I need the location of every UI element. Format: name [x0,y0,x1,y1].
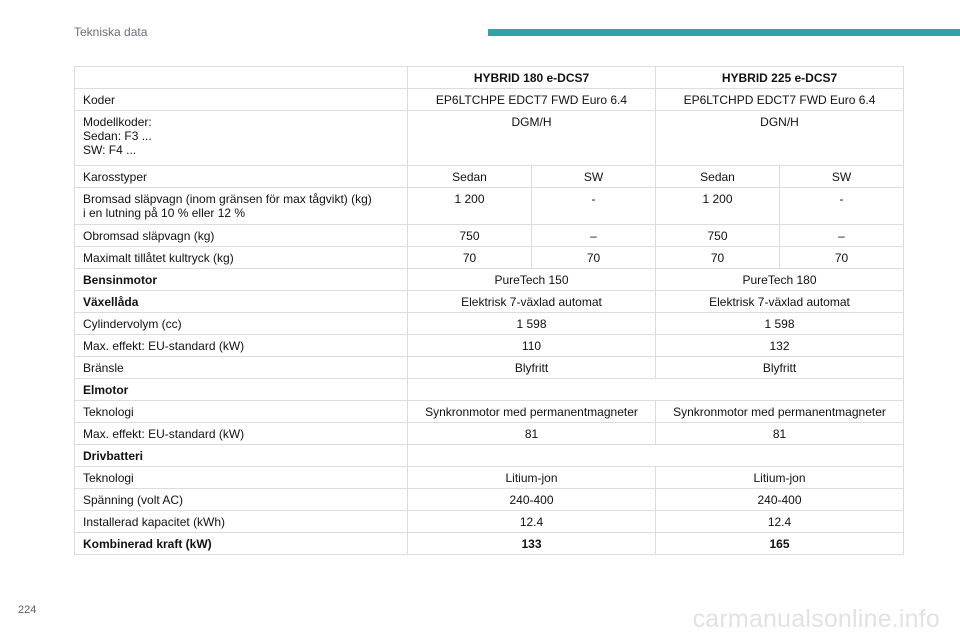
row-value-hybrid-225: Elektrisk 7-växlad automat [656,291,904,313]
watermark: carmanualsonline.info [692,605,940,633]
technical-data-table [74,66,904,555]
row-value-hybrid-180: Elektrisk 7-växlad automat [408,291,656,313]
row-label: Koder [75,89,408,111]
row-value-hybrid-225: 132 [656,335,904,357]
section-label-elmotor: Elmotor [75,379,408,401]
row-value-hybrid-225: EP6LTCHPD EDCT7 FWD Euro 6.4 [656,89,904,111]
row-value-hybrid-180-sw: 70 [532,247,656,269]
table-row [75,423,904,445]
table-row [75,89,904,111]
row-value-hybrid-225: PureTech 180 [656,269,904,291]
row-value-hybrid-225: 165 [656,533,904,555]
row-value-hybrid-180: Litium-jon [408,467,656,489]
table-row [75,188,904,225]
table-row [75,225,904,247]
table-row [75,269,904,291]
row-label: Spänning (volt AC) [75,489,408,511]
row-value-hybrid-180: 12.4 [408,511,656,533]
table-header-row [75,67,904,89]
table-row [75,247,904,269]
row-value-hybrid-225-sw: – [780,225,904,247]
table-row [75,111,904,166]
table-row [75,467,904,489]
row-label: Karosstyper [75,166,408,188]
row-value-hybrid-180: 133 [408,533,656,555]
row-label-line: Bromsad släpvagn (inom gränsen för max tågvikt) (kg) [83,192,372,206]
table-row [75,511,904,533]
row-label: Teknologi [75,401,408,423]
row-value-hybrid-180-sw: – [532,225,656,247]
row-value-hybrid-225: 12.4 [656,511,904,533]
row-label-line: Sedan: F3 ... [83,129,152,143]
row-value-hybrid-180-sedan: 750 [408,225,532,247]
section-title: Tekniska data [74,25,148,39]
table-section-row [75,379,904,401]
table-row [75,533,904,555]
row-value-hybrid-225-sw: - [780,188,904,225]
row-label-line: i en lutning på 10 % eller 12 % [83,206,246,220]
row-value-hybrid-225: DGN/H [656,111,904,166]
row-label: Maximalt tillåtet kultryck (kg) [75,247,408,269]
table-row [75,489,904,511]
row-label [75,188,408,225]
table-row [75,335,904,357]
row-value-hybrid-225-sedan: Sedan [656,166,780,188]
row-label: Cylindervolym (cc) [75,313,408,335]
row-value-hybrid-225-sedan: 70 [656,247,780,269]
row-value-hybrid-225-sedan: 750 [656,225,780,247]
row-value-hybrid-225-sw: SW [780,166,904,188]
row-value-hybrid-180: DGM/H [408,111,656,166]
table-row [75,291,904,313]
row-label [75,111,408,166]
row-label-line: SW: F4 ... [83,143,137,157]
header-cell-hybrid-180: HYBRID 180 e-DCS7 [408,67,656,89]
row-value-hybrid-180-sw: SW [532,166,656,188]
row-label: Växellåda [75,291,408,313]
table-row [75,166,904,188]
section-empty-cell [408,445,904,467]
row-value-hybrid-180: EP6LTCHPE EDCT7 FWD Euro 6.4 [408,89,656,111]
row-value-hybrid-225: 81 [656,423,904,445]
row-value-hybrid-180: 1 598 [408,313,656,335]
row-value-hybrid-225-sw: 70 [780,247,904,269]
row-value-hybrid-180: 81 [408,423,656,445]
page-number: 224 [18,604,37,616]
table-row [75,357,904,379]
row-value-hybrid-180: Blyfritt [408,357,656,379]
row-value-hybrid-180-sedan: 70 [408,247,532,269]
row-value-hybrid-225: 240-400 [656,489,904,511]
row-label: Bränsle [75,357,408,379]
row-value-hybrid-225: Blyfritt [656,357,904,379]
header-cell-empty [75,67,408,89]
row-value-hybrid-180-sedan: 1 200 [408,188,532,225]
table-section-row [75,445,904,467]
section-empty-cell [408,379,904,401]
row-value-hybrid-180: 110 [408,335,656,357]
row-value-hybrid-180-sedan: Sedan [408,166,532,188]
row-label-line: Modellkoder: [83,115,152,129]
row-value-hybrid-225: 1 598 [656,313,904,335]
header-cell-hybrid-225: HYBRID 225 e-DCS7 [656,67,904,89]
row-value-hybrid-225: Litium-jon [656,467,904,489]
row-value-hybrid-180: Synkronmotor med permanentmagneter [408,401,656,423]
header-accent-bar [488,29,960,36]
section-label-drivbatteri: Drivbatteri [75,445,408,467]
row-value-hybrid-225-sedan: 1 200 [656,188,780,225]
row-value-hybrid-180-sw: - [532,188,656,225]
row-value-hybrid-180: 240-400 [408,489,656,511]
row-label: Obromsad släpvagn (kg) [75,225,408,247]
row-label: Bensinmotor [75,269,408,291]
row-label: Max. effekt: EU-standard (kW) [75,423,408,445]
row-value-hybrid-180: PureTech 150 [408,269,656,291]
row-label: Teknologi [75,467,408,489]
table-row [75,313,904,335]
row-label: Installerad kapacitet (kWh) [75,511,408,533]
row-label: Kombinerad kraft (kW) [75,533,408,555]
table-row [75,401,904,423]
row-label: Max. effekt: EU-standard (kW) [75,335,408,357]
row-value-hybrid-225: Synkronmotor med permanentmagneter [656,401,904,423]
